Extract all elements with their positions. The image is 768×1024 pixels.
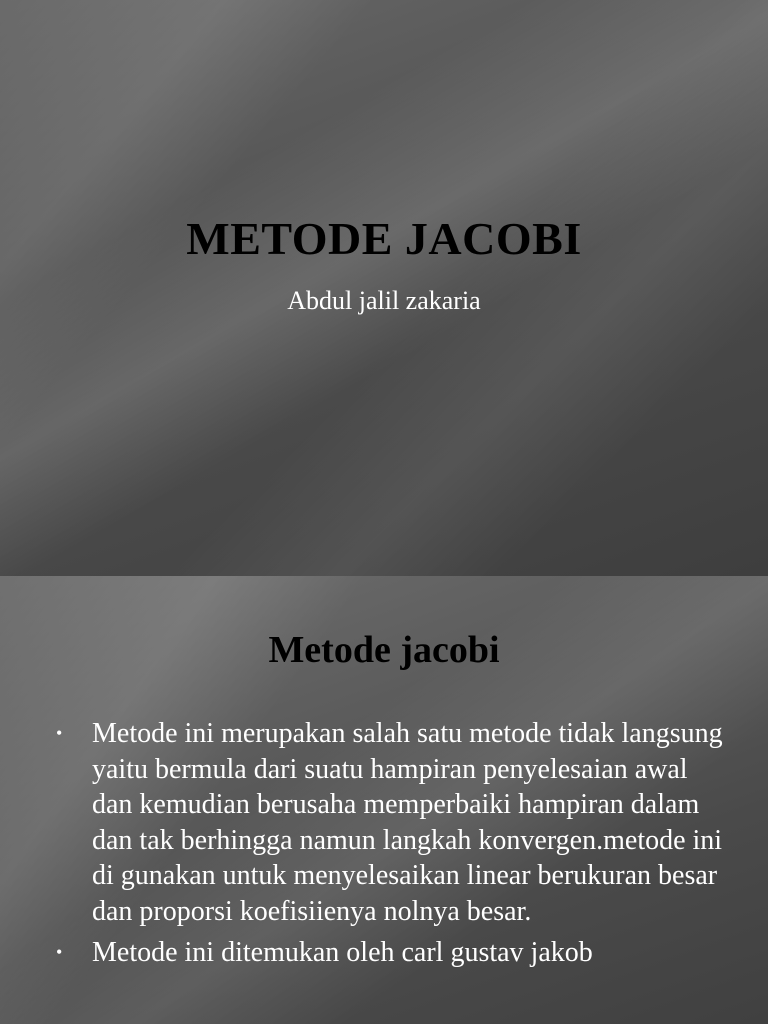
slide-subtitle: Abdul jalil zakaria — [287, 286, 481, 315]
bullet-list — [52, 716, 732, 977]
list-item — [52, 935, 732, 971]
content-slide — [0, 576, 768, 1024]
bullet-icon: • — [56, 942, 63, 962]
slide-heading: Metode jacobi — [268, 629, 500, 671]
list-item — [52, 716, 732, 929]
bullet-text: Metode ini merupakan salah satu metode tidak langsung yaitu bermula dari suatu hampiran penyelesaian awal dan kemudian berusaha memperbaiki hampiran dalam dan tak berhingga namun langkah konvergen.metode ini di gunakan untuk menyelesaikan linear berukuran besar dan proporsi koefisiienya nolnya besar. — [92, 718, 723, 927]
slide-title: METODE JACOBI — [186, 213, 582, 264]
bullet-icon: • — [56, 723, 63, 743]
bullet-text: Metode ini ditemukan oleh carl gustav jakob — [92, 937, 593, 968]
